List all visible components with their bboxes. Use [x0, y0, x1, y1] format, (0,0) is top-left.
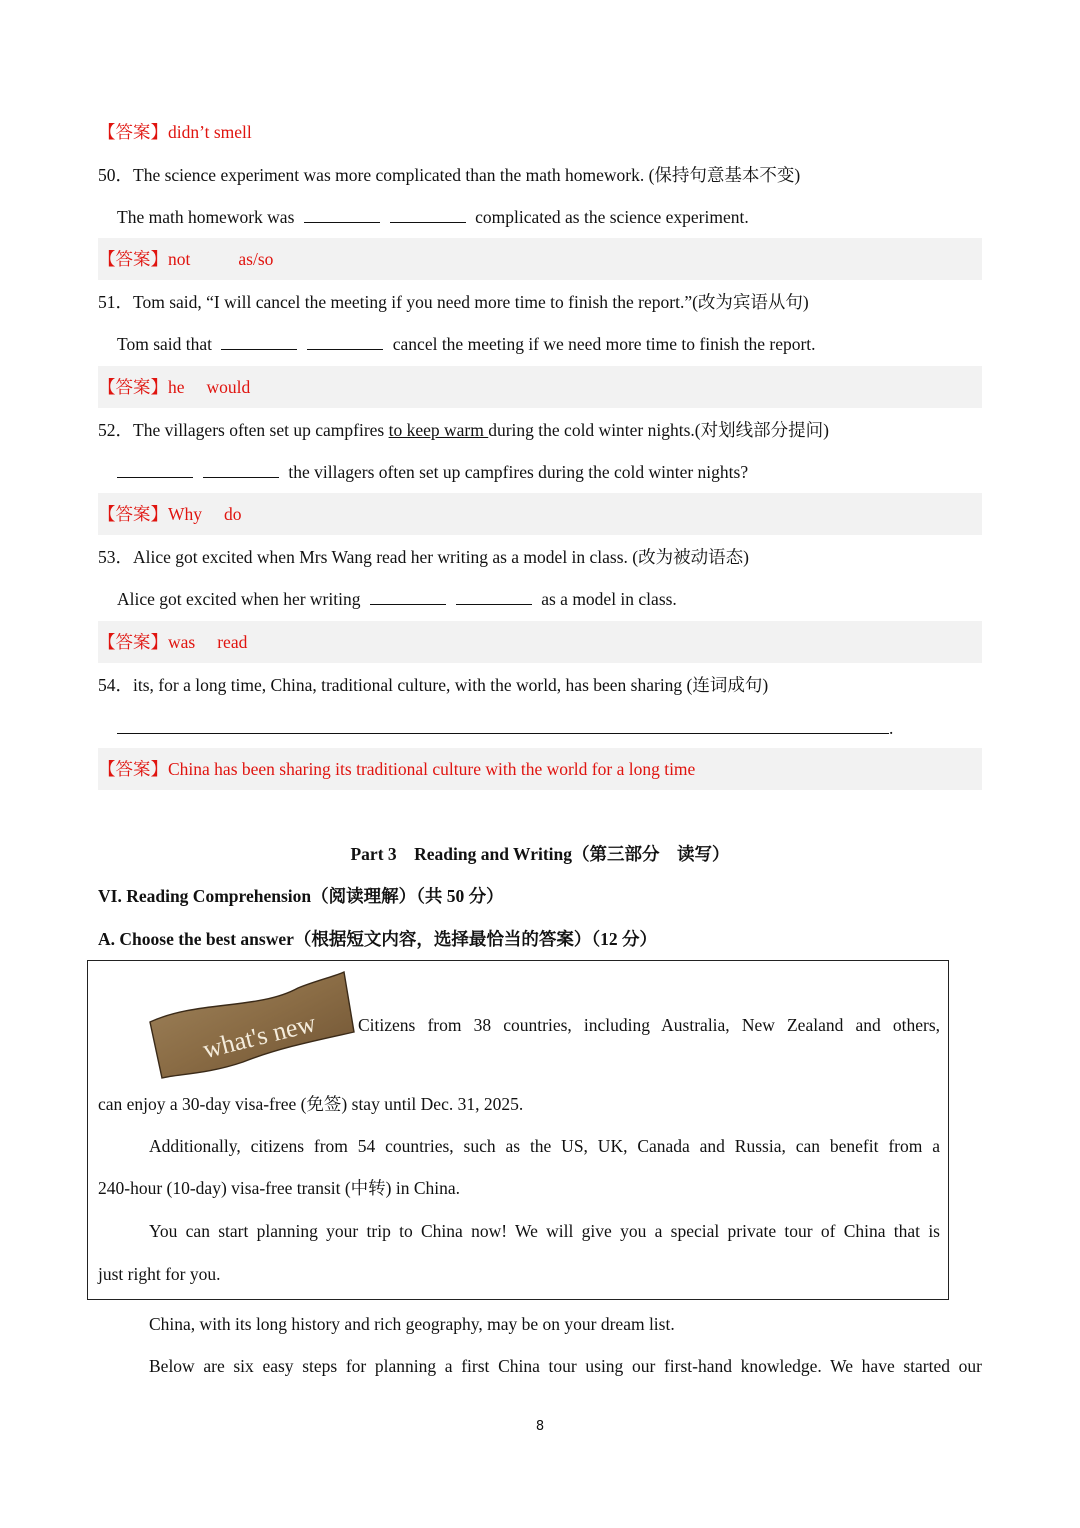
- answer-label: 【答案】: [98, 504, 168, 524]
- prompt-part: 52．The villagers often set up campfires: [98, 420, 389, 440]
- part3-title: Part 3 Reading and Writing（第三部分 读写）: [350, 844, 730, 864]
- sentence-end: as a model in class.: [541, 589, 677, 609]
- answer-label: 【答案】: [98, 632, 168, 652]
- answer-51: [98, 366, 982, 408]
- blank-2[interactable]: [390, 206, 466, 223]
- answer-word-1: he: [168, 377, 185, 397]
- question-53-prompt: 53．Alice got excited when Mrs Wang read her writing as a model in class. (改为被动语态): [98, 547, 749, 567]
- box-paragraph-2-line-2: 240-hour (10-day) visa-free transit (中转) in China.: [98, 1178, 461, 1198]
- question-53-sentence: [117, 587, 677, 611]
- blank-2[interactable]: [203, 461, 279, 478]
- answer-label: 【答案】: [98, 377, 168, 397]
- answer-word-2: as/so: [238, 249, 274, 269]
- blank-2[interactable]: [307, 333, 383, 350]
- question-51-prompt: 51．Tom said, “I will cancel the meeting if you need more time to finish the report.”(改为宾语从句): [98, 292, 809, 312]
- answer-50: [98, 238, 982, 280]
- question-51-sentence: [117, 332, 816, 356]
- sentence-start: Alice got excited when her writing: [117, 589, 361, 609]
- answer-52: [98, 493, 982, 535]
- question-50-sentence: [117, 205, 749, 229]
- period: .: [889, 718, 894, 738]
- answer-word-2: do: [224, 504, 242, 524]
- sentence-end: cancel the meeting if we need more time to finish the report.: [392, 334, 816, 354]
- answer-word-1: was: [168, 632, 196, 652]
- body-paragraph-2: Below are six easy steps for planning a first China tour using our first-hand knowledge. We have started our: [149, 1356, 982, 1376]
- page-number: 8: [535, 1419, 545, 1434]
- sentence-end: complicated as the science experiment.: [475, 207, 749, 227]
- answer-word-2: would: [206, 377, 251, 397]
- question-52-sentence: [117, 460, 748, 484]
- answer-word-2: read: [217, 632, 248, 652]
- box-paragraph-1-line-2: can enjoy a 30-day visa-free (免签) stay until Dec. 31, 2025.: [98, 1094, 524, 1114]
- sentence-start: Tom said that: [117, 334, 213, 354]
- answer-word-1: not: [168, 249, 191, 269]
- whats-new-banner: [148, 970, 358, 1080]
- answer-text: China has been sharing its traditional culture with the world for a long time: [168, 759, 696, 779]
- sentence-end: the villagers often set up campfires during the cold winter nights?: [288, 462, 749, 482]
- blank-1[interactable]: [117, 461, 193, 478]
- blank-2[interactable]: [456, 588, 532, 605]
- answer-53: [98, 621, 982, 663]
- question-50-prompt: 50．The science experiment was more complicated than the math homework. (保持句意基本不变): [98, 165, 801, 185]
- answer-54: [98, 748, 982, 790]
- box-paragraph-2-line-1: Additionally, citizens from 54 countries, such as the US, UK, Canada and Russia, can benefit from a: [149, 1136, 940, 1156]
- answer-label: 【答案】: [98, 759, 168, 779]
- sentence-start: The math homework was: [117, 207, 295, 227]
- section-6-heading: VI. Reading Comprehension（阅读理解）（共 50 分）: [98, 886, 504, 906]
- blank-1[interactable]: [304, 206, 380, 223]
- answer-label: 【答案】: [98, 249, 168, 269]
- box-paragraph-3-line-2: just right for you.: [98, 1264, 221, 1284]
- answer-49: [98, 111, 982, 153]
- prompt-part: during the cold winter nights.(对划线部分提问): [488, 420, 829, 440]
- section-a-heading: A. Choose the best answer（根据短文内容，选择最恰当的答案）（12 分）: [98, 929, 658, 949]
- body-paragraph-1: China, with its long history and rich geography, may be on your dream list.: [149, 1314, 675, 1334]
- blank-1[interactable]: [370, 588, 446, 605]
- long-blank[interactable]: [117, 719, 889, 734]
- banner-text: what's new: [199, 1008, 319, 1065]
- question-54-answer-line: [117, 716, 893, 740]
- question-52-prompt: [98, 418, 829, 442]
- answer-text: didn’t smell: [168, 122, 252, 142]
- answer-label: 【答案】: [98, 122, 168, 142]
- answer-word-1: Why: [168, 504, 203, 524]
- box-paragraph-3-line-1: You can start planning your trip to China now! We will give you a special private tour of China that is: [149, 1221, 940, 1241]
- underlined-phrase: to keep warm: [388, 420, 489, 440]
- question-54-prompt: 54．its, for a long time, China, traditional culture, with the world, has been sharing (连词成句): [98, 675, 769, 695]
- blank-1[interactable]: [221, 333, 297, 350]
- box-paragraph-1-line-1: Citizens from 38 countries, including Australia, New Zealand and others,: [358, 1015, 940, 1035]
